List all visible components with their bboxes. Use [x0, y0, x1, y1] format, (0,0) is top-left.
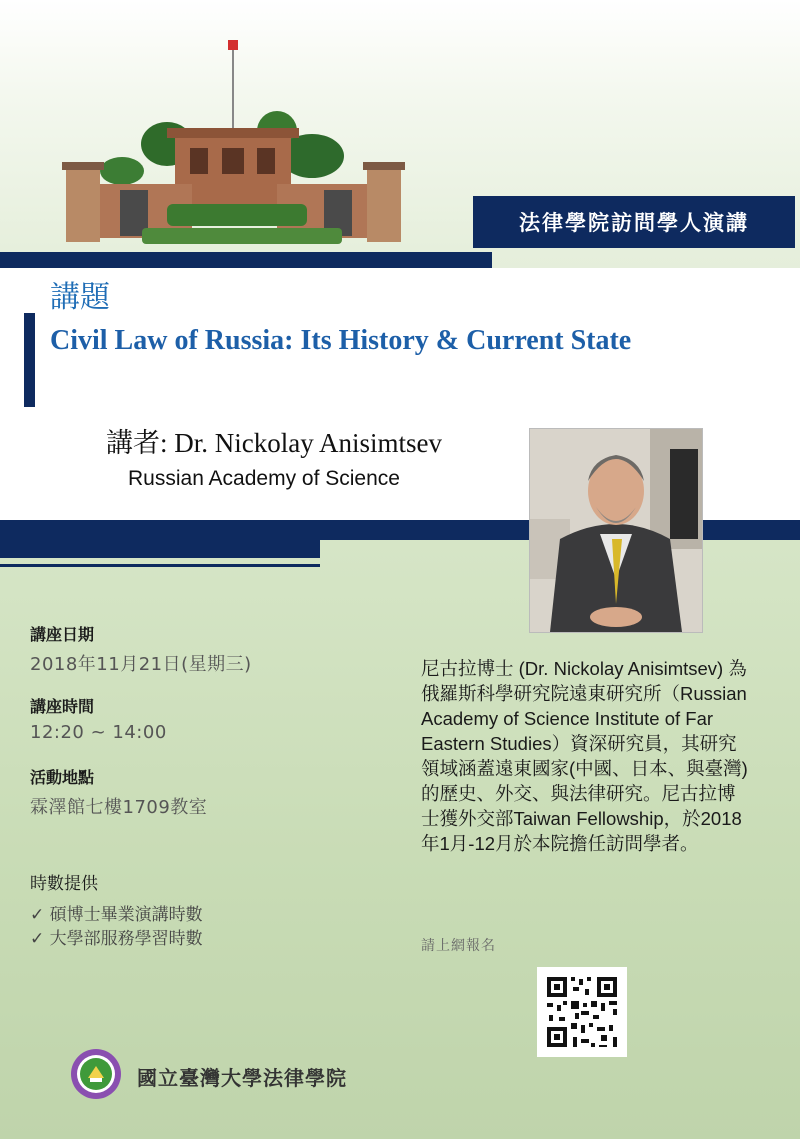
divider-bar [0, 540, 320, 558]
topic-label: 講題 [50, 280, 110, 315]
registration-qr-code[interactable] [537, 967, 627, 1057]
lecture-series-banner: 法律學院訪問學人演講 [473, 196, 795, 248]
accent-bar [24, 313, 35, 407]
school-name: 國立臺灣大學法律學院 [137, 1066, 347, 1090]
speaker-portrait [529, 428, 703, 633]
topic-title: Civil Law of Russia: Its History & Current State [50, 325, 632, 356]
place-label: 活動地點 [30, 768, 95, 787]
divider-line [0, 564, 320, 567]
speaker-affiliation: Russian Academy of Science [128, 467, 400, 490]
hours-title: 時數提供 [30, 874, 98, 894]
building-illustration [62, 36, 407, 246]
date-value: 2018年11月21日(星期三) [30, 654, 252, 675]
time-value: 12:20 ~ 14:00 [30, 722, 167, 743]
speaker-name: 講者: Dr. Nickolay Anisimtsev [106, 428, 442, 458]
university-seal-icon [70, 1048, 122, 1100]
place-value: 霖澤館七樓1709教室 [30, 797, 208, 818]
speaker-bio: 尼古拉博士 (Dr. Nickolay Anisimtsev) 為俄羅斯科學研究院遠東研究所（Russian Academy of Science Institute of Far Eastern Studies）資深研究員，其研究領域涵蓋遠東國家(中國、日本、與臺灣)的歷史、外交、與法律研究。尼古拉博士獲外交部Taiwan Fellowship，於2018年1月-12月於本院擔任訪問學者。 [421, 658, 748, 854]
time-label: 講座時間 [30, 697, 95, 716]
registration-label: 請上網報名 [421, 938, 496, 954]
date-label: 講座日期 [30, 625, 95, 644]
hours-item: ✓ 碩博士畢業演講時數 [30, 905, 203, 925]
hours-item: ✓ 大學部服務學習時數 [30, 929, 203, 949]
divider-bar [0, 252, 492, 268]
